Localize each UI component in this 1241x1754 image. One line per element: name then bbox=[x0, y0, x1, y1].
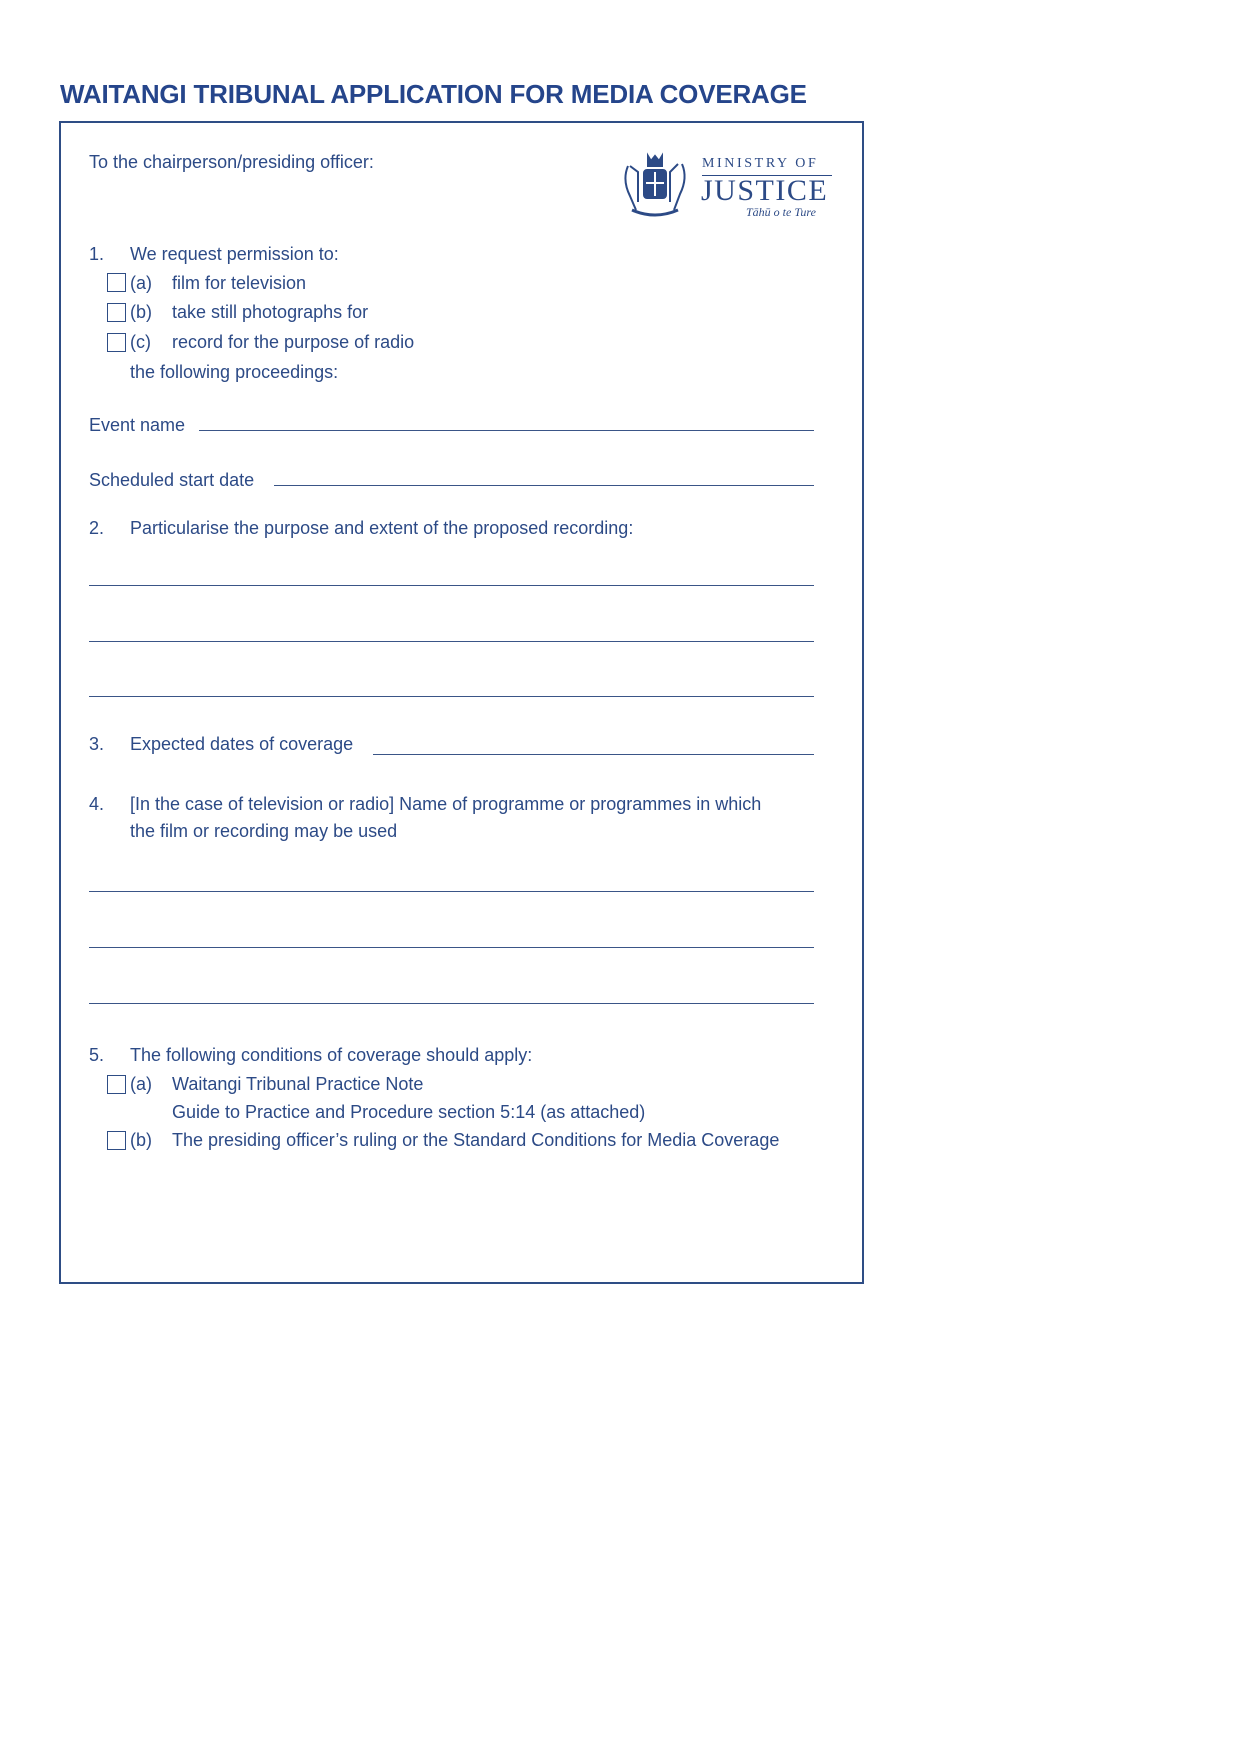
option-key-a: (a) bbox=[130, 273, 152, 293]
section-1-trailer: the following proceedings: bbox=[130, 362, 339, 382]
section-1-heading: We request permission to: bbox=[130, 244, 339, 264]
purpose-field-line-3[interactable] bbox=[89, 696, 814, 697]
section-5-number: 5. bbox=[89, 1045, 105, 1065]
section-5-heading: The following conditions of coverage should apply: bbox=[130, 1045, 533, 1065]
condition-key-a: (a) bbox=[130, 1074, 152, 1094]
section-1-number: 1. bbox=[89, 244, 105, 264]
option-key-b: (b) bbox=[130, 302, 152, 322]
section-2-number: 2. bbox=[89, 518, 105, 538]
section-4-heading-line-2: the film or recording may be used bbox=[130, 821, 398, 841]
option-label-still-photographs: take still photographs for bbox=[172, 302, 369, 322]
section-2-heading: Particularise the purpose and extent of the proposed recording: bbox=[130, 518, 634, 538]
purpose-field-line-2[interactable] bbox=[89, 641, 814, 642]
option-key-c: (c) bbox=[130, 332, 151, 352]
coat-of-arms-icon bbox=[618, 152, 692, 220]
programme-field-line-1[interactable] bbox=[89, 891, 814, 892]
section-4-number: 4. bbox=[89, 794, 105, 814]
checkbox-record-for-radio[interactable] bbox=[107, 333, 126, 352]
option-label-record-for-radio: record for the purpose of radio bbox=[172, 332, 415, 352]
condition-label-practice-note: Waitangi Tribunal Practice Note bbox=[172, 1074, 424, 1094]
expected-dates-label: Expected dates of coverage bbox=[130, 734, 354, 754]
condition-key-b: (b) bbox=[130, 1130, 152, 1150]
ministry-of-justice-logo bbox=[618, 150, 833, 222]
scheduled-start-date-field[interactable] bbox=[274, 485, 814, 486]
document-title: WAITANGI TRIBUNAL APPLICATION FOR MEDIA COVERAGE bbox=[60, 79, 807, 109]
checkbox-presiding-officer-ruling[interactable] bbox=[107, 1131, 126, 1150]
event-name-field[interactable] bbox=[199, 430, 814, 431]
programme-field-line-2[interactable] bbox=[89, 947, 814, 948]
scheduled-start-date-label: Scheduled start date bbox=[89, 470, 255, 490]
expected-dates-field[interactable] bbox=[373, 754, 814, 755]
option-label-film-for-television: film for television bbox=[172, 273, 307, 293]
section-4-heading-line-1: [In the case of television or radio] Name of programme or programmes in which bbox=[130, 794, 762, 814]
purpose-field-line-1[interactable] bbox=[89, 585, 814, 586]
addressee-label: To the chairperson/presiding officer: bbox=[89, 152, 374, 172]
programme-field-line-3[interactable] bbox=[89, 1003, 814, 1004]
logo-ministry-text: MINISTRY OF bbox=[702, 156, 819, 171]
event-name-label: Event name bbox=[89, 415, 186, 435]
condition-label-presiding-officer-ruling: The presiding officer’s ruling or the Standard Conditions for Media Coverage bbox=[172, 1130, 780, 1150]
checkbox-still-photographs[interactable] bbox=[107, 303, 126, 322]
checkbox-film-for-television[interactable] bbox=[107, 273, 126, 292]
condition-sublabel-practice-note: Guide to Practice and Procedure section 5:14 (as attached) bbox=[172, 1102, 646, 1122]
section-3-number: 3. bbox=[89, 734, 105, 754]
logo-motto: Tāhū o te Ture bbox=[746, 205, 816, 219]
logo-justice-text: JUSTICE bbox=[701, 174, 829, 207]
checkbox-practice-note[interactable] bbox=[107, 1075, 126, 1094]
